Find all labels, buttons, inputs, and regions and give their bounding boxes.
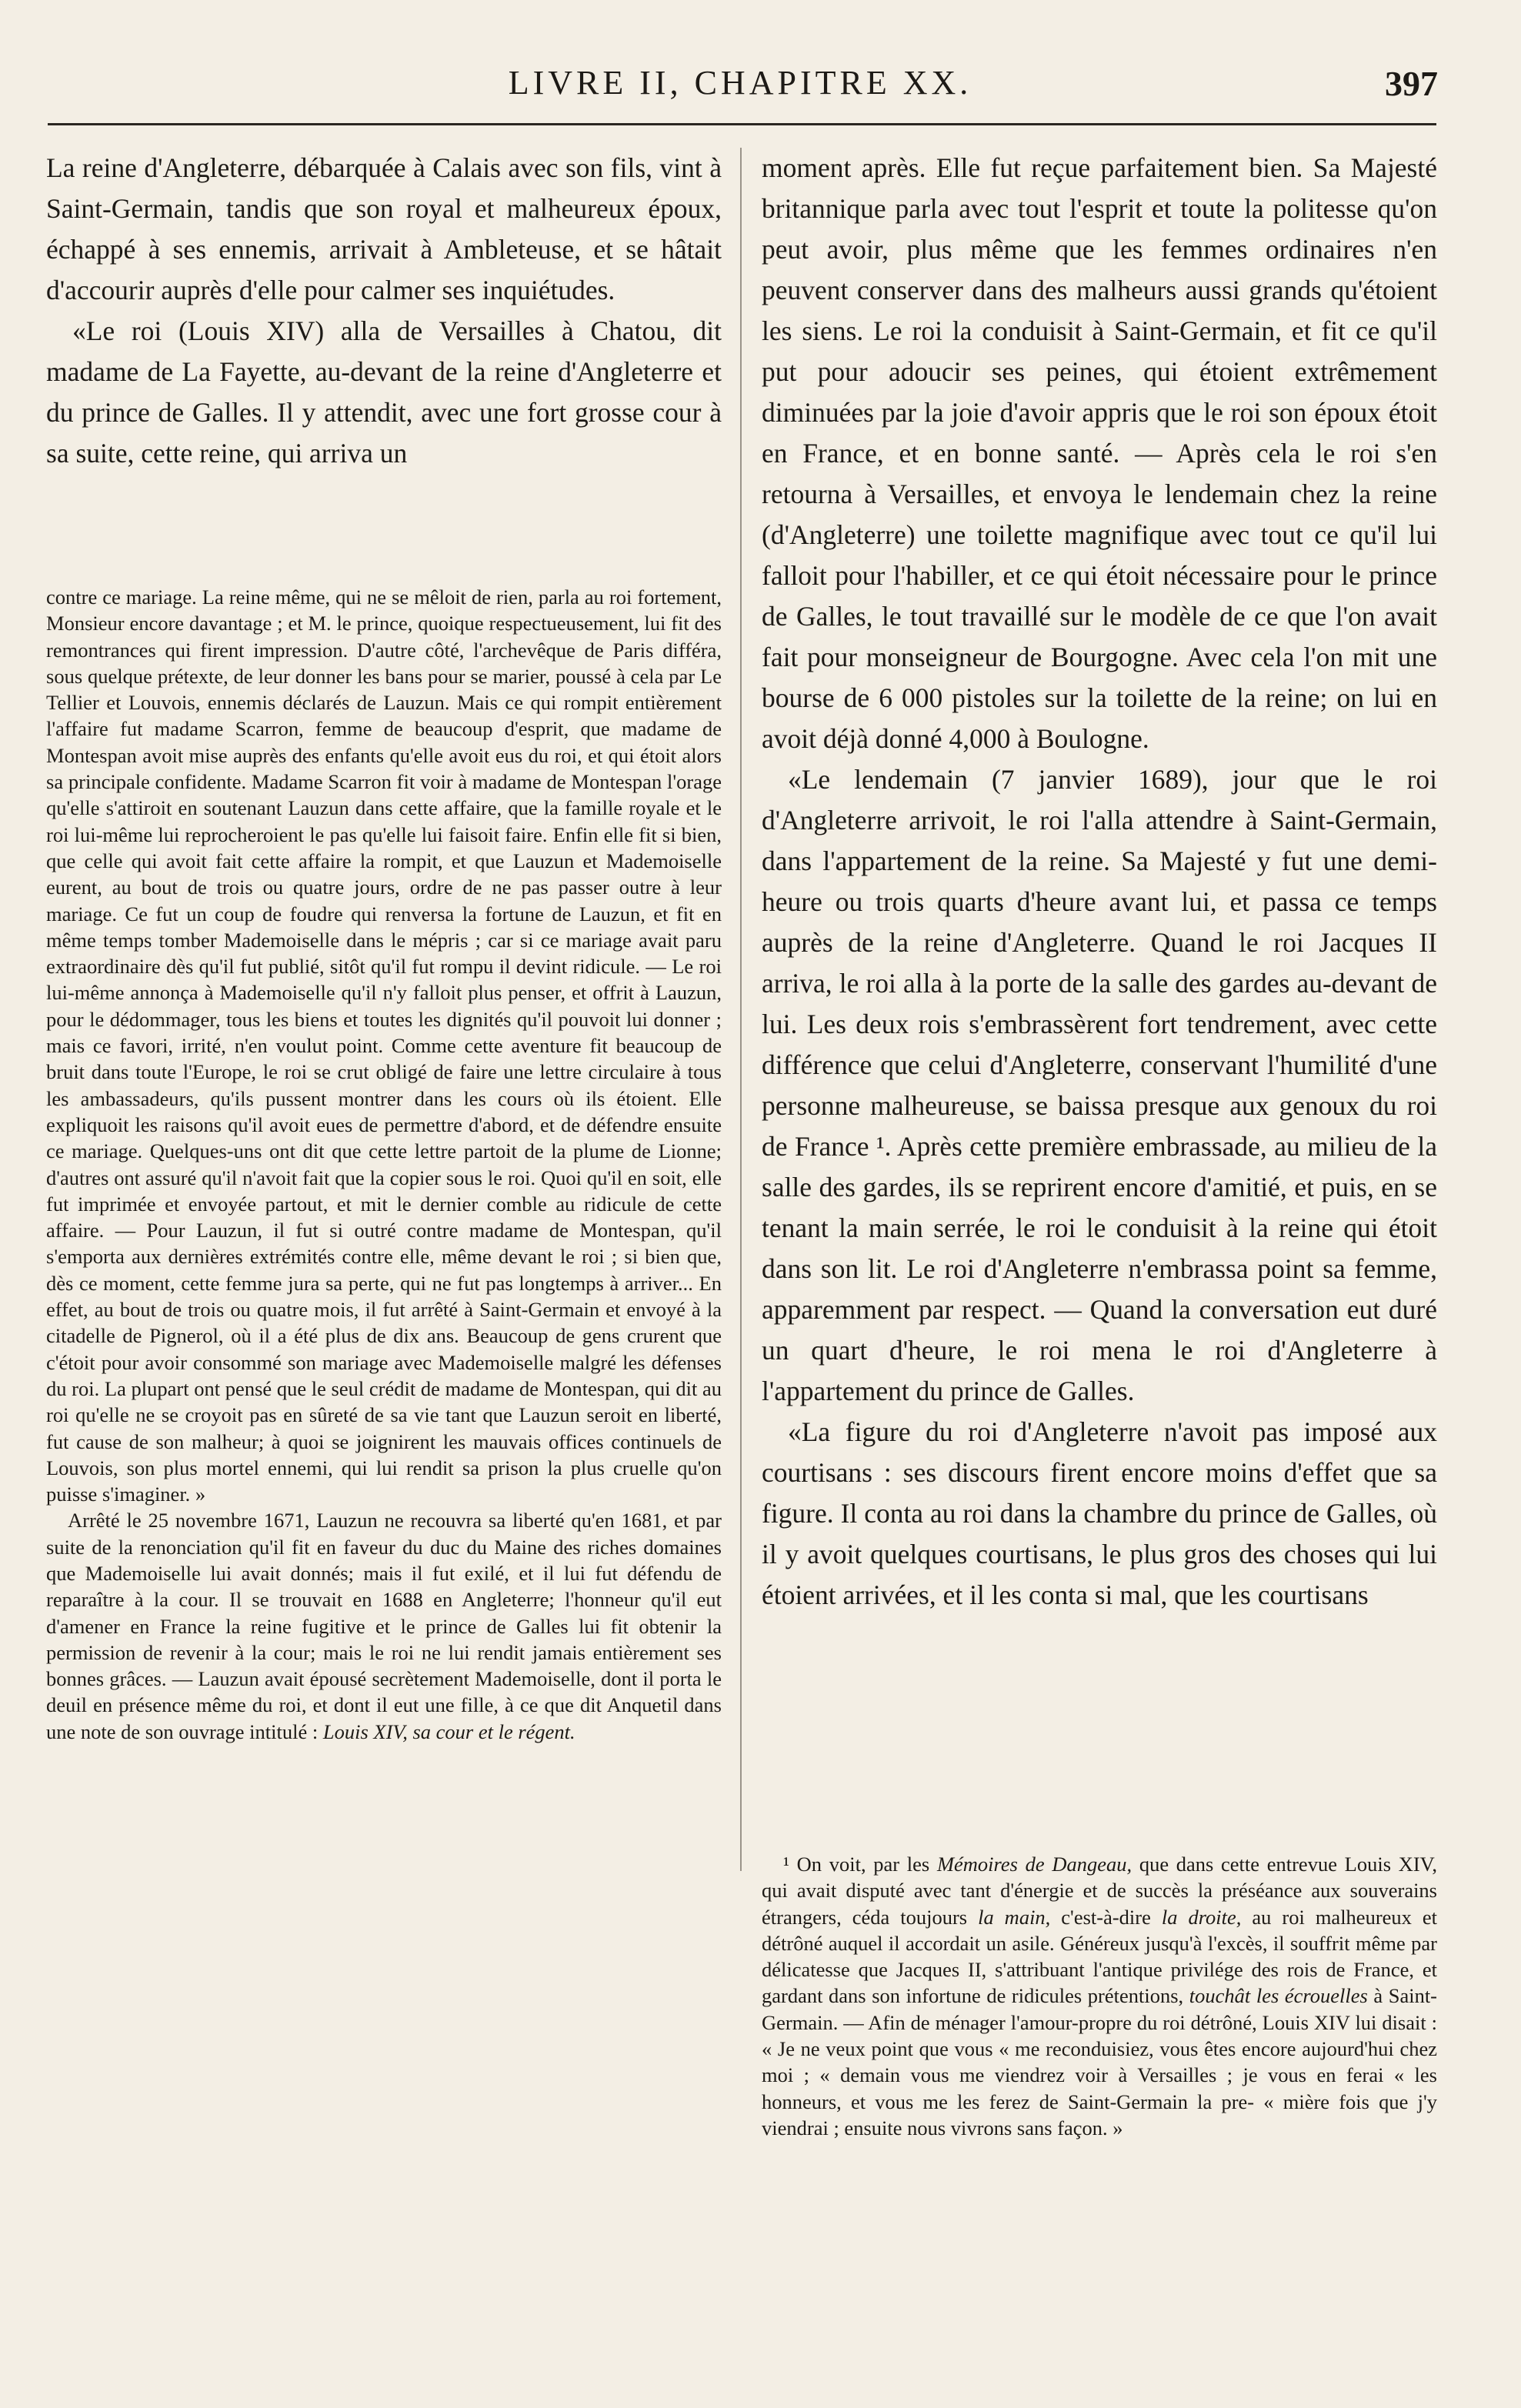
paragraph: moment après. Elle fut reçue parfaitement bien. Sa Majesté britannique parla avec tout l'esprit et toute la politesse qu'on peut avoir, plus même que les femmes ordinaires n'en peuvent conserver dans des malheurs aussi grands qu'étoient les siens. Le roi la conduisit à Saint-Germain, et fit ce qu'il put pour adoucir ses peines, qui étoient extrêmement diminuées par la joie d'avoir appris que le roi son époux étoit en France, et en bonne santé. — Après cela le roi s'en retourna à Versailles, et envoya le lendemain chez la reine (d'Angleterre) une toilette magnifique avec tout ce qu'il lui falloit pour l'habiller, et ce qui étoit nécessaire pour le prince de Galles, le tout travaillé sur le modèle de ce que l'on avait fait pour monseigneur de Bourgogne. Avec cela l'on mit une bourse de 6 000 pistoles sur la toilette de la reine; on lui en avoit déjà donné 4,000 à Boulogne. xyxy=(762,152,1437,754)
paragraph: «Le lendemain (7 janvier 1689), jour que le roi d'Angleterre arrivoit, le roi l'alla attendre à Saint-Germain, dans l'appartement de la reine. Sa Majesté y fut une demi-heure ou trois quarts d'heure avant lui, et passa ce temps auprès de la reine d'Angleterre. Quand le roi Jacques II arriva, le roi alla à la porte de la salle des gardes au-devant de lui. Les deux rois s'embrassèrent fort tendrement, avec cette différence que celui d'Angleterre, conservant l'humilité d'une personne malheureuse, se baissa presque aux genoux du roi de France ¹. Après cette première embrassade, au milieu de la salle des gardes, ils se reprirent encore d'amitié, et puis, en se tenant la main serrée, le roi le conduisit à la reine qui étoit dans son lit. Le roi d'Angleterre n'embrassa point sa femme, apparemment par respect. — Quand la conversation eut duré un quart d'heure, le roi mena le roi d'Angleterre à l'appartement du prince de Galles. xyxy=(762,764,1437,1406)
footnote-phrase: la droite, xyxy=(1161,1905,1242,1929)
paragraph: La reine d'Angleterre, débarquée à Calais avec son fils, vint à Saint-Germain, tandis que son royal et malheureux époux, échappé à ses ennemis, arrivait à Ambleteuse, et se hâtait d'accourir auprès d'elle pour calmer ses inquiétudes. xyxy=(46,152,722,305)
right-column xyxy=(762,148,1437,2375)
note-paragraph xyxy=(46,1507,722,1745)
left-note xyxy=(46,584,722,1745)
note-paragraph: contre ce mariage. La reine même, qui ne se mêloit de rien, parla au roi fortement, Monsieur encore davantage ; et M. le prince, quoique respectueusement, lui fit des remontrances qui firent impression. D'autre côté, l'archevêque de Paris différa, sous quelque prétexte, de leur donner les bans pour se marier, poussé à cela par Le Tellier et Louvois, ennemis déclarés de Lauzun. Mais ce qui rompit entièrement l'affaire fut madame Scarron, femme de beaucoup d'esprit, que madame de Montespan avoit mise auprès des enfants qu'elle avoit eus du roi, et qui étoit alors sa principale confidente. Madame Scarron fit voir à madame de Montespan l'orage qu'elle s'attiroit en soutenant Lauzun dans cette affaire, que la famille royale et le roi lui-même lui reprocheroient le pas qu'elle lui faisoit faire. Enfin elle fit si bien, que celle qui avoit fait cette affaire la rompit, et que Lauzun et Mademoiselle eurent, au bout de trois ou quatre jours, ordre de ne pas passer outre à leur mariage. Ce fut un coup de foudre qui renversa la fortune de Lauzun, et fit en même temps tomber Mademoiselle dans le mépris ; car si ce mariage avait paru extraordinaire dès qu'il fut publié, sitôt qu'il fut rompu il devint ridicule. — Le roi lui-même annonça à Mademoiselle qu'il n'y falloit plus penser, et offrit à Lauzun, pour le dédommager, tous les biens et toutes les dignités qu'il pouvoit lui donner ; mais ce favori, irrité, n'en voulut point. Comme cette aventure fit beaucoup de bruit dans toute l'Europe, le roi se crut obligé de faire une lettre circulaire à tous les ambassadeurs, qu'ils pussent montrer dans les cours où ils étoient. Elle expliquoit les raisons qu'il avoit eues de permettre d'abord, et de défendre ensuite ce mariage. Quelques-uns ont dit que cette lettre partoit de la plume de Lionne; d'autres ont assuré qu'il n'avoit fait que la copier sous le roi. Quoi qu'il en soit, elle fut imprimée et envoyée partout, et mit le dernier comble au ridicule de cette affaire. — Pour Lauzun, il fut si outré contre madame de Montespan, qu'il s'emporta aux dernières extrémités contre elle, même devant le roi ; si bien que, dès ce moment, cette femme jura sa perte, qui ne fut pas longtemps à arriver... En effet, au bout de trois ou quatre mois, il fut arrêté à Saint-Germain et envoyé à la citadelle de Pignerol, où il a été plus de dix ans. Beaucoup de gens crurent que c'étoit pour avoir consommé son mariage avec Mademoiselle malgré les défenses du roi. La plupart ont pensé que le seul crédit de madame de Montespan, qui dit au roi qu'elle ne se croyoit pas en sûreté de sa vie tant que Lauzun seroit en liberté, fut cause de son malheur; à quoi se joignirent les mauvais offices continuels de Louvois, son plus mortel ennemi, qui lui rendit sa prison la plus cruelle qu'on puisse s'imaginer. » xyxy=(46,585,722,1506)
left-column xyxy=(46,148,722,2375)
footnote-phrase: la main, xyxy=(978,1905,1051,1929)
footnote-text: à Saint-Germain. — Afin de ménager l'amour-propre du roi détrôné, Louis XIV lui disait : « Je ne veux point que vous « me reconduisiez, vous êtes encore aujourd'hui chez moi ; « demain vous me viendrez voir à Versailles ; je vous en ferai « les honneurs, et vous me les ferez de Saint-Germain la pre- « mière fois que j'y viendrai ; ensuite nous vivrons sans façon. » xyxy=(762,1984,1437,2140)
footnote xyxy=(762,1851,1437,2141)
right-main-text xyxy=(762,148,1437,1817)
column-divider xyxy=(740,148,742,1871)
footnote-text: c'est-à-dire xyxy=(1061,1905,1151,1929)
paragraph: «Le roi (Louis XIV) alla de Versailles à Chatou, dit madame de La Fayette, au-devant de la reine d'Angleterre et du prince de Galles. Il y attendit, avec une fort grosse cour à sa suite, cette reine, qui arriva un xyxy=(46,315,722,469)
footnote-marker: ¹ On voit, par les xyxy=(783,1853,930,1876)
footnote-phrase: touchât les écrouelles xyxy=(1189,1984,1368,2008)
footnote-source: Mémoires de Dangeau, xyxy=(936,1853,1132,1876)
note-work-title: Louis XIV, sa cour et le régent. xyxy=(322,1719,575,1743)
header-rule xyxy=(48,123,1436,125)
footnote-paragraph xyxy=(762,1851,1437,2141)
note-text: Arrêté le 25 novembre 1671, Lauzun ne recouvra sa liberté qu'en 1681, et par suite de la renonciation qu'il fit en faveur du duc du Maine des riches domaines que Mademoiselle lui avait donnés; mais il fut exilé, et il lui fut défendu de reparaître à la cour. Il se trouvait en 1688 en Angleterre; l'honneur qu'il eut d'amener en France la reine fugitive et le prince de Galles lui fit obtenir la permission de revenir à la cour; mais le roi ne lui rendit jamais entièrement ses bonnes grâces. — Lauzun avait épousé secrètement Mademoiselle, dont il porta le deuil en présence même du roi, et dont il eut une fille, à ce que dit Anquetil dans une note de son ouvrage intitulé : xyxy=(46,1509,722,1743)
running-head: LIVRE II, CHAPITRE XX. xyxy=(508,64,972,102)
footnote-text: que dans cette entrevue Louis XIV, qui avait disputé avec tant d'énergie et de succès la préséance aux souverains étrangers, céda toujours xyxy=(762,1853,1437,1929)
paragraph: «La figure du roi d'Angleterre n'avoit pas imposé aux courtisans : ses discours firent encore moins d'effet que sa figure. Il conta au roi dans la chambre du prince de Galles, où il y avoit quelques courtisans, le plus gros des choses qui lui étoient arrivées, et il les conta si mal, que les courtisans xyxy=(762,1416,1437,1610)
page-number: 397 xyxy=(1385,64,1438,103)
left-main-text xyxy=(46,148,722,544)
footnote-text: au roi malheureux et détrôné auquel il accordait un asile. Généreux jusqu'à l'excès, il souffrit même par délicatesse que Jacques II, s'attribuant l'antique privilége des rois de France, et gardant dans son infortune de ridicules prétentions, xyxy=(762,1905,1437,2008)
